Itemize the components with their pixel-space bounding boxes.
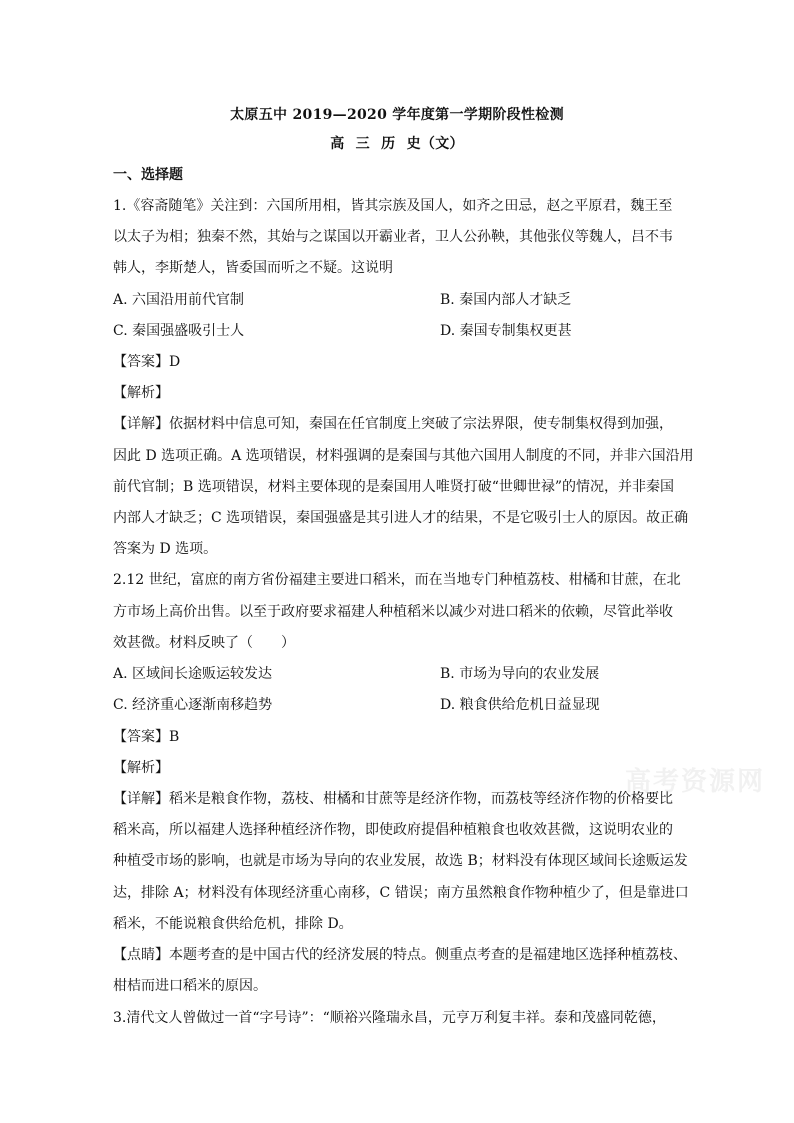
q2-stem-line-2: 方市场上高价出售。以至于政府要求福建人种植稻米以减少对进口稻米的依赖，尽管此举收 [113, 604, 673, 620]
q2-detail-line-3: 种植受市场的影响，也就是市场为导向的农业发展，故选 B；材料没有体现区域间长途贩运发 [113, 853, 688, 869]
q1-stem-line-2: 以太子为相；独秦不然，其始与之谋国以开霸业者，卫人公孙鞅，其他张仪等魏人，吕不韦 [113, 229, 673, 245]
document-subtitle: 高 三 历 史（文） [330, 136, 464, 152]
q1-detail-line-5: 答案为 D 选项。 [113, 541, 218, 557]
q1-detail-line-1: 【详解】依据材料中信息可知，秦国在任官制度上突破了宗法界限，使专制集权得到加强， [113, 416, 673, 432]
q1-stem-line-1: 1.《容斋随笔》关注到：六国所用相，皆其宗族及国人，如齐之田忌，赵之平原君，魏王至 [113, 198, 673, 214]
watermark: 高考资源网 [625, 767, 766, 797]
q2-detail-line-5: 稻米，不能说粮食供给危机，排除 D。 [113, 916, 353, 932]
document-title: 太原五中 2019—2020 学年度第一学期阶段性检测 [230, 107, 564, 123]
q1-option-a: A. 六国沿用前代官制 [113, 292, 245, 308]
q2-option-b: B. 市场为导向的农业发展 [440, 666, 600, 682]
q1-stem-line-3: 韩人，李斯楚人，皆委国而听之不疑。这说明 [113, 260, 393, 276]
q2-option-d: D. 粮食供给危机日益显现 [440, 697, 600, 713]
q1-detail-line-3: 前代官制；B 选项错误，材料主要体现的是秦国用人唯贤打破“世卿世禄”的情况，并非秦国 [113, 479, 675, 495]
q1-answer: 【答案】D [113, 354, 181, 370]
q2-option-c: C. 经济重心逐渐南移趋势 [113, 697, 273, 713]
q1-analysis-label: 【解析】 [113, 385, 169, 401]
q1-option-d: D. 秦国专制集权更甚 [440, 323, 572, 339]
q2-detail-line-4: 达，排除 A；材料没有体现经济重心南移，C 错误；南方虽然粮食作物种植少了，但是靠进口 [113, 885, 689, 901]
q2-detail-line-2: 稻米高，所以福建人选择种植经济作物，即使政府提倡种植粮食也收效甚微，这说明农业的 [113, 822, 673, 838]
q2-stem-line-1: 2.12 世纪，富庶的南方省份福建主要进口稻米，而在当地专门种植荔枝、柑橘和甘蔗，在北 [113, 572, 681, 588]
section-heading: 一、选择题 [113, 167, 183, 183]
q2-option-a: A. 区域间长途贩运较发达 [113, 666, 273, 682]
q2-comment-line-2: 柑桔而进口稻米的原因。 [113, 978, 267, 994]
q2-stem-line-3: 效甚微。材料反映了（ ） [113, 635, 295, 651]
q2-analysis-label: 【解析】 [113, 760, 169, 776]
q2-answer: 【答案】B [113, 729, 180, 745]
q1-detail-line-4: 内部人才缺乏；C 选项错误，秦国强盛是其引进人才的结果，不是它吸引士人的原因。故正确 [113, 510, 689, 526]
q3-stem-line-1: 3.清代文人曾做过一首“字号诗”：“顺裕兴隆瑞永昌，元亨万利复丰祥。泰和茂盛同乾德， [113, 1010, 666, 1026]
q1-detail-line-2: 因此 D 选项正确。A 选项错误，材料强调的是秦国与其他六国用人制度的不同，并非六国沿用 [113, 448, 694, 464]
q2-comment-line-1: 【点睛】本题考查的是中国古代的经济发展的特点。侧重点考查的是福建地区选择种植荔枝、 [113, 947, 687, 963]
q2-detail-line-1: 【详解】稻米是粮食作物，荔枝、柑橘和甘蔗等是经济作物，而荔枝等经济作物的价格要比 [113, 791, 673, 807]
q1-option-b: B. 秦国内部人才缺乏 [440, 292, 572, 308]
q1-option-c: C. 秦国强盛吸引士人 [113, 323, 245, 339]
